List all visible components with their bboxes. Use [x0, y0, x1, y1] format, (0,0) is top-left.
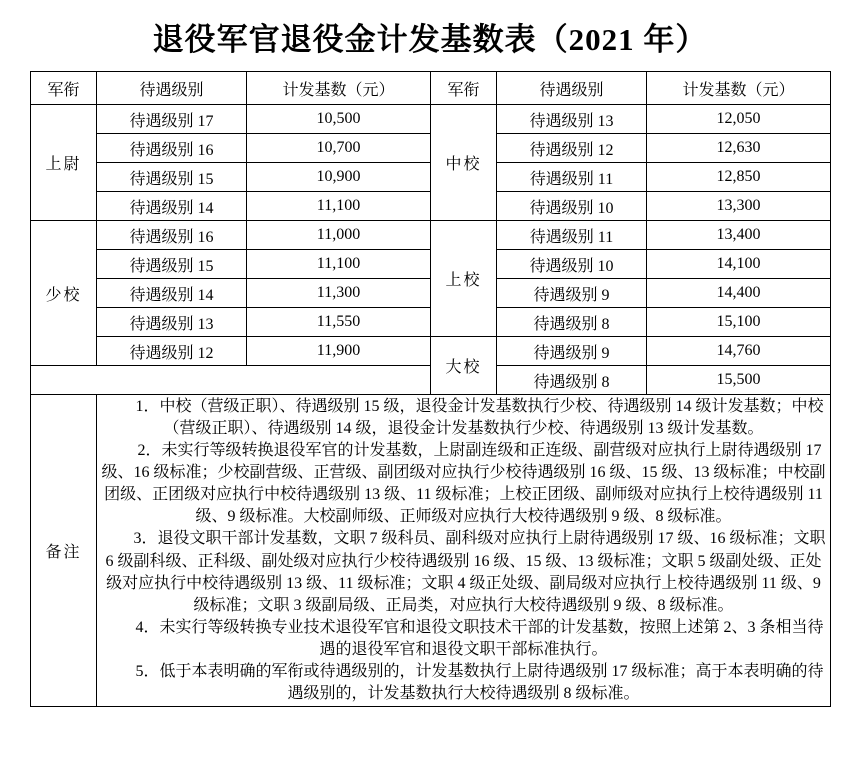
base-cell: 13,400: [647, 221, 831, 250]
base-cell: 12,050: [647, 105, 831, 134]
level-cell: 待遇级别 16: [97, 134, 247, 163]
note-item: 5．低于本表明确的军衔或待遇级别的，计发基数执行上尉待遇级别 17 级标准；高于本表明确的待遇级别的，计发基数执行大校待遇级别 8 级标准。: [135, 662, 824, 703]
pension-base-table: [30, 71, 831, 707]
table-row: [31, 105, 831, 134]
notes-row: [31, 395, 831, 707]
level-cell: 待遇级别 10: [497, 192, 647, 221]
level-cell: 待遇级别 14: [97, 192, 247, 221]
header-level-right: 待遇级别: [497, 72, 647, 105]
level-cell: 待遇级别 11: [497, 163, 647, 192]
base-cell: 11,550: [247, 308, 431, 337]
level-cell: 待遇级别 15: [97, 250, 247, 279]
base-cell: 12,630: [647, 134, 831, 163]
note-item: 2．未实行等级转换退役军官的计发基数，上尉副连级和正连级、副营级对应执行上尉待遇级别 17 级、16 级标准；少校副营级、正营级、副团级对应执行少校待遇级别 16 级、15 级、13 级标准；中校副团级、正团级对应执行中校待遇级别 13 级、11 级标准；上校正团级、副师级对应执行上校待遇级别 11 级、9 级标准。大校副师级、正师级对应执行大校待遇级别 9 级、8 级标准。: [101, 442, 826, 526]
base-cell: 14,100: [647, 250, 831, 279]
level-cell: 待遇级别 10: [497, 250, 647, 279]
header-level-left: 待遇级别: [97, 72, 247, 105]
header-base-left: 计发基数（元）: [247, 72, 431, 105]
rank-cell-shaoxiao: 少校: [31, 221, 97, 366]
table-header-row: [31, 72, 831, 105]
base-cell: 10,900: [247, 163, 431, 192]
level-cell: 待遇级别 17: [97, 105, 247, 134]
table-row: [31, 337, 831, 366]
base-cell: 11,000: [247, 221, 431, 250]
base-cell: 11,300: [247, 279, 431, 308]
level-cell: 待遇级别 11: [497, 221, 647, 250]
level-cell: 待遇级别 9: [497, 337, 647, 366]
header-rank-left: 军衔: [31, 72, 97, 105]
level-cell: 待遇级别 12: [497, 134, 647, 163]
level-cell: 待遇级别 15: [97, 163, 247, 192]
base-cell: 11,100: [247, 192, 431, 221]
base-cell: 12,850: [647, 163, 831, 192]
level-cell: 待遇级别 9: [497, 279, 647, 308]
level-cell: 待遇级别 8: [497, 308, 647, 337]
base-cell: 10,500: [247, 105, 431, 134]
table-row: [31, 221, 831, 250]
rank-cell-zhongxiao: 中校: [431, 105, 497, 221]
empty-cell: [31, 366, 431, 395]
level-cell: 待遇级别 13: [97, 308, 247, 337]
base-cell: 13,300: [647, 192, 831, 221]
level-cell: 待遇级别 12: [97, 337, 247, 366]
level-cell: 待遇级别 16: [97, 221, 247, 250]
base-cell: 11,100: [247, 250, 431, 279]
level-cell: 待遇级别 14: [97, 279, 247, 308]
header-base-right: 计发基数（元）: [647, 72, 831, 105]
page-title: 退役军官退役金计发基数表（2021 年）: [152, 22, 708, 57]
rank-cell-daxiao: 大校: [431, 337, 497, 395]
rank-cell-shangxiao: 上校: [431, 221, 497, 337]
base-cell: 14,760: [647, 337, 831, 366]
level-cell: 待遇级别 13: [497, 105, 647, 134]
notes-label: 备注: [31, 395, 97, 707]
base-cell: 11,900: [247, 337, 431, 366]
header-rank-right: 军衔: [431, 72, 497, 105]
base-cell: 14,400: [647, 279, 831, 308]
level-cell: 待遇级别 8: [497, 366, 647, 395]
note-item: 4．未实行等级转换专业技术退役军官和退役文职技术干部的计发基数，按照上述第 2、3 条相当待遇的退役军官和退役文职干部标准执行。: [135, 618, 824, 658]
notes-body: [97, 395, 831, 707]
note-item: 3．退役文职干部计发基数，文职 7 级科员、副科级对应执行上尉待遇级别 17 级、16 级标准；文职 6 级副科级、正科级、副处级对应执行少校待遇级别 16 级、15 级、13 级标准；文职 5 级副处级、正处级对应执行中校待遇级别 13 级、11 级标准；文职 4 级正处级、副局级对应执行上校待遇级别 11 级、9 级标准；文职 3 级副局级、正局类，对应执行大校待遇级别 9 级、8 级标准。: [105, 530, 826, 614]
base-cell: 15,500: [647, 366, 831, 395]
rank-cell-shangwei: 上尉: [31, 105, 97, 221]
note-item: 1．中校（营级正职）、待遇级别 15 级，退役金计发基数执行少校、待遇级别 14 级计发基数；中校（营级正职）、待遇级别 14 级，退役金计发基数执行少校、待遇级别 13 级计发基数。: [135, 398, 824, 438]
base-cell: 15,100: [647, 308, 831, 337]
base-cell: 10,700: [247, 134, 431, 163]
